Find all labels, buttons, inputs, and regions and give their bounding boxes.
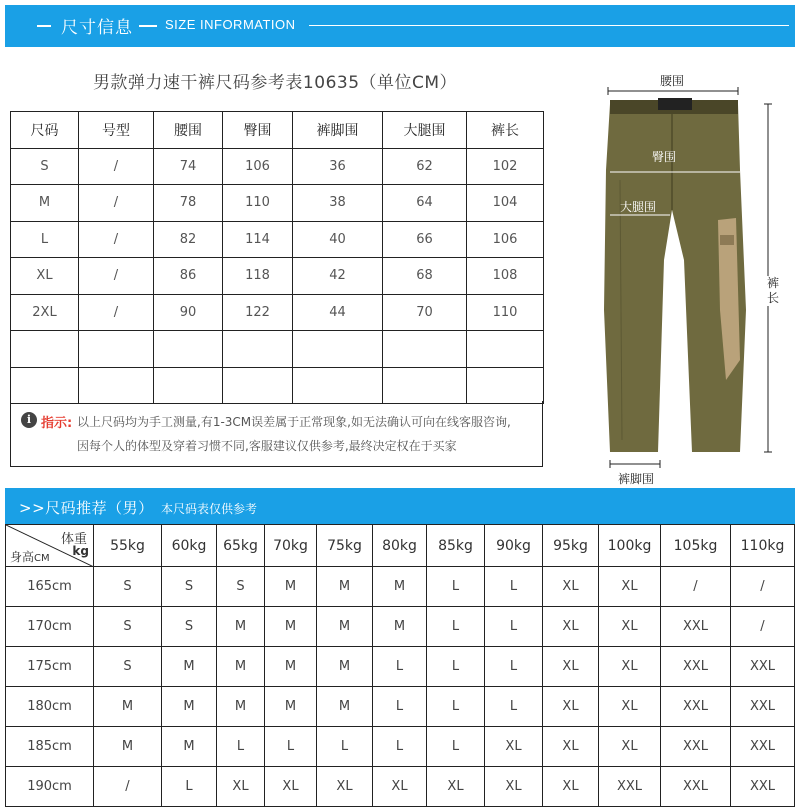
- height-header: 165cm: [6, 567, 94, 607]
- table-cell: [293, 331, 383, 368]
- header-title-cn: 尺寸信息: [61, 18, 133, 38]
- table-cell: [79, 367, 154, 404]
- table-cell: /: [79, 294, 154, 331]
- table-cell: 64: [383, 185, 467, 222]
- table-cell: XL: [217, 767, 265, 807]
- table-cell: L: [427, 567, 485, 607]
- table-row: [6, 727, 795, 767]
- table-cell: XXL: [661, 687, 731, 727]
- table-cell: /: [94, 767, 162, 807]
- table-cell: XL: [543, 647, 599, 687]
- table-cell: M: [94, 727, 162, 767]
- table-cell: M: [162, 647, 217, 687]
- table-cell: 42: [293, 258, 383, 295]
- table-cell: /: [79, 258, 154, 295]
- table-cell: L: [485, 647, 543, 687]
- weight-header: 55kg: [94, 525, 162, 567]
- table-cell: 36: [293, 148, 383, 185]
- info-icon: i: [21, 412, 37, 428]
- table-cell: [383, 331, 467, 368]
- table-cell: S: [11, 148, 79, 185]
- weight-header: 90kg: [485, 525, 543, 567]
- table-cell: L: [485, 567, 543, 607]
- recommendation-table: [5, 524, 795, 807]
- table-cell: M: [162, 727, 217, 767]
- table-cell: XL: [599, 567, 661, 607]
- table-cell: L: [427, 607, 485, 647]
- table-cell: 66: [383, 221, 467, 258]
- table-cell: XL: [427, 767, 485, 807]
- table-cell: XXL: [731, 687, 795, 727]
- table-cell: M: [317, 647, 373, 687]
- size-table-header: [11, 112, 544, 149]
- table-row: [11, 294, 544, 331]
- table-cell: XL: [11, 258, 79, 295]
- table-cell: 110: [223, 185, 293, 222]
- table-row: [6, 687, 795, 727]
- table-cell: 106: [467, 221, 544, 258]
- table-cell: L: [373, 727, 427, 767]
- corner-cm-text: CM: [34, 553, 50, 564]
- table-cell: /: [79, 148, 154, 185]
- table-cell: M: [265, 647, 317, 687]
- table-cell: 102: [467, 148, 544, 185]
- recommendation-note: 本尺码表仅供参考: [161, 502, 258, 516]
- table-cell: [293, 367, 383, 404]
- table-cell: S: [217, 567, 265, 607]
- table-cell: S: [94, 567, 162, 607]
- table-cell: /: [661, 567, 731, 607]
- column-header: 尺码: [11, 112, 79, 149]
- table-row: [11, 221, 544, 258]
- table-cell: L: [317, 727, 373, 767]
- table-cell: XL: [599, 687, 661, 727]
- table-cell: 2XL: [11, 294, 79, 331]
- corner-height-text: 身高: [10, 550, 35, 564]
- label-waist: 腰围: [660, 74, 685, 88]
- table-cell: M: [265, 687, 317, 727]
- table-cell: XL: [543, 687, 599, 727]
- column-header: 腰围: [154, 112, 223, 149]
- label-thigh: 大腿围: [620, 200, 657, 214]
- weight-header: 100kg: [599, 525, 661, 567]
- size-table: [10, 111, 544, 404]
- table-cell: /: [79, 185, 154, 222]
- label-hip: 臀围: [652, 150, 677, 164]
- table-cell: [383, 367, 467, 404]
- table-cell: [223, 367, 293, 404]
- table-cell: 122: [223, 294, 293, 331]
- table-cell: M: [11, 185, 79, 222]
- table-cell: [154, 331, 223, 368]
- table-cell: 38: [293, 185, 383, 222]
- table-row: [11, 367, 544, 404]
- column-header: 大腿围: [383, 112, 467, 149]
- weight-header: 75kg: [317, 525, 373, 567]
- table-cell: S: [94, 647, 162, 687]
- table-cell: [223, 331, 293, 368]
- table-cell: XL: [265, 767, 317, 807]
- table-cell: L: [162, 767, 217, 807]
- table-cell: M: [373, 607, 427, 647]
- table-cell: 70: [383, 294, 467, 331]
- table-cell: XXL: [731, 767, 795, 807]
- pants-diagram: [560, 60, 800, 490]
- table-cell: M: [162, 687, 217, 727]
- table-cell: 68: [383, 258, 467, 295]
- table-corner: [6, 525, 94, 567]
- table-cell: L: [485, 687, 543, 727]
- table-cell: [79, 331, 154, 368]
- table-cell: /: [731, 567, 795, 607]
- table-cell: XL: [543, 767, 599, 807]
- table-cell: L: [373, 687, 427, 727]
- height-header: 180cm: [6, 687, 94, 727]
- table-row: [6, 567, 795, 607]
- table-cell: L: [11, 221, 79, 258]
- table-cell: XXL: [661, 727, 731, 767]
- table-cell: 86: [154, 258, 223, 295]
- table-cell: XL: [599, 727, 661, 767]
- recommendation-banner: [5, 488, 795, 524]
- column-header: 裤脚围: [293, 112, 383, 149]
- table-cell: M: [317, 607, 373, 647]
- note-text: 因每个人的体型及穿着习惯不同,客服建议仅供参考,最终决定权在于买家: [77, 439, 457, 453]
- weight-header: 60kg: [162, 525, 217, 567]
- label-length: 裤长: [766, 276, 779, 305]
- height-header: 170cm: [6, 607, 94, 647]
- table-cell: XXL: [731, 727, 795, 767]
- table-cell: XL: [543, 727, 599, 767]
- table-cell: XXL: [661, 767, 731, 807]
- height-header: 175cm: [6, 647, 94, 687]
- table-cell: M: [217, 607, 265, 647]
- table-cell: M: [373, 567, 427, 607]
- table-cell: 108: [467, 258, 544, 295]
- column-header: 裤长: [467, 112, 544, 149]
- table-cell: M: [317, 687, 373, 727]
- table-cell: 40: [293, 221, 383, 258]
- table-cell: 104: [467, 185, 544, 222]
- table-cell: S: [162, 607, 217, 647]
- table-cell: /: [79, 221, 154, 258]
- table-cell: XL: [543, 567, 599, 607]
- height-header: 185cm: [6, 727, 94, 767]
- table-cell: [154, 367, 223, 404]
- table-cell: XL: [599, 647, 661, 687]
- size-chart-title: 男款弹力速干裤尺码参考表10635（单位CM）: [92, 73, 458, 93]
- table-cell: M: [217, 647, 265, 687]
- table-row: [11, 258, 544, 295]
- table-cell: 82: [154, 221, 223, 258]
- table-cell: L: [427, 647, 485, 687]
- header-title-en: SIZE INFORMATION: [165, 17, 296, 32]
- table-row: [11, 331, 544, 368]
- header-dash: [139, 25, 157, 27]
- header-banner: [5, 5, 795, 47]
- table-cell: 78: [154, 185, 223, 222]
- table-cell: M: [94, 687, 162, 727]
- table-cell: L: [373, 647, 427, 687]
- corner-height-label: [10, 548, 50, 565]
- table-cell: M: [217, 687, 265, 727]
- pants-illustration: [560, 60, 800, 490]
- corner-weight-label: 体重: [60, 532, 87, 547]
- table-cell: L: [217, 727, 265, 767]
- table-cell: XXL: [661, 607, 731, 647]
- note-text: 以上尺码均为手工测量,有1-3CM误差属于正常现象,如无法确认可向在线客服咨询,: [77, 415, 511, 429]
- label-hem: 裤脚围: [618, 472, 655, 486]
- table-cell: [11, 367, 79, 404]
- table-cell: XL: [317, 767, 373, 807]
- table-cell: 44: [293, 294, 383, 331]
- weight-header: 80kg: [373, 525, 427, 567]
- recommendation-title: >>尺码推荐（男）: [19, 499, 154, 517]
- table-cell: L: [485, 607, 543, 647]
- table-cell: M: [265, 567, 317, 607]
- header-dash: [37, 25, 51, 27]
- table-cell: 114: [223, 221, 293, 258]
- table-cell: S: [94, 607, 162, 647]
- weight-header: 85kg: [427, 525, 485, 567]
- table-row: [6, 607, 795, 647]
- table-cell: S: [162, 567, 217, 607]
- table-cell: 118: [223, 258, 293, 295]
- table-cell: L: [427, 687, 485, 727]
- table-cell: 106: [223, 148, 293, 185]
- table-row: [11, 185, 544, 222]
- table-cell: XL: [485, 727, 543, 767]
- weight-header: 110kg: [731, 525, 795, 567]
- table-cell: XXL: [661, 647, 731, 687]
- column-header: 臀围: [223, 112, 293, 149]
- weight-header: 95kg: [543, 525, 599, 567]
- table-cell: /: [731, 607, 795, 647]
- table-cell: [11, 331, 79, 368]
- table-cell: XL: [599, 607, 661, 647]
- table-cell: XXL: [731, 647, 795, 687]
- table-cell: M: [317, 567, 373, 607]
- table-cell: 110: [467, 294, 544, 331]
- size-note: [10, 401, 543, 467]
- table-row: [6, 647, 795, 687]
- weight-header: 65kg: [217, 525, 265, 567]
- column-header: 号型: [79, 112, 154, 149]
- weight-header: 70kg: [265, 525, 317, 567]
- corner-kg-label: kg: [72, 544, 89, 558]
- header-divider: [309, 25, 789, 26]
- table-row: [6, 767, 795, 807]
- table-cell: 74: [154, 148, 223, 185]
- table-cell: [467, 331, 544, 368]
- table-cell: XL: [485, 767, 543, 807]
- table-cell: 62: [383, 148, 467, 185]
- weight-header: 105kg: [661, 525, 731, 567]
- table-cell: L: [265, 727, 317, 767]
- table-row: [11, 148, 544, 185]
- height-header: 190cm: [6, 767, 94, 807]
- table-cell: [467, 367, 544, 404]
- note-label: 指示:: [41, 416, 73, 431]
- table-cell: M: [265, 607, 317, 647]
- table-cell: XXL: [599, 767, 661, 807]
- table-cell: 90: [154, 294, 223, 331]
- table-cell: L: [427, 727, 485, 767]
- table-cell: XL: [543, 607, 599, 647]
- table-cell: XL: [373, 767, 427, 807]
